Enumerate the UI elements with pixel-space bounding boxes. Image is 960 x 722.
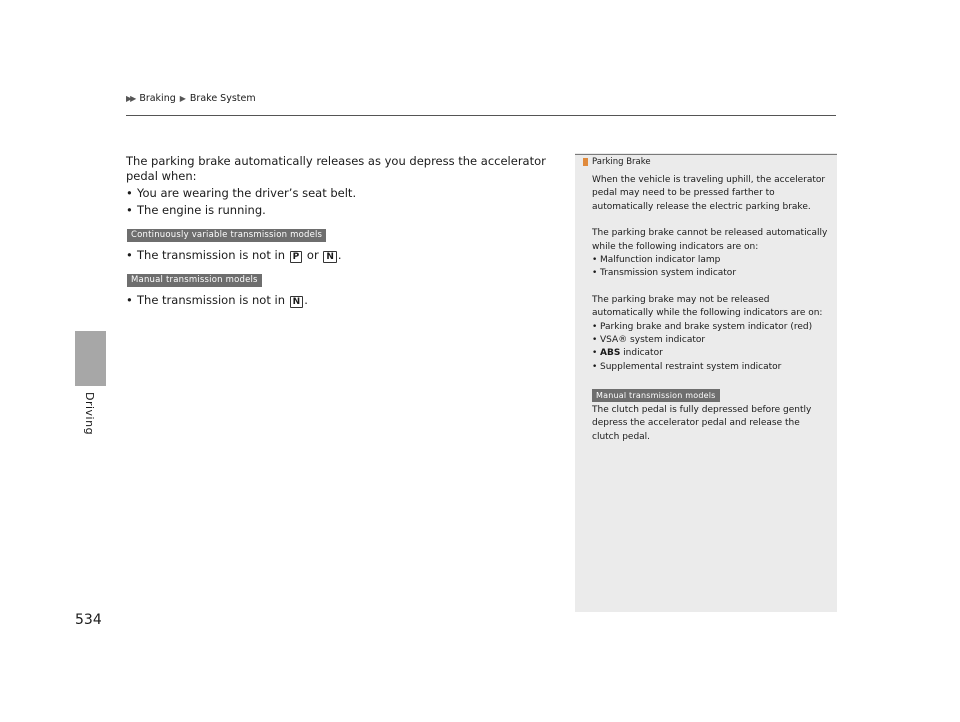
bullet-icon: • [592, 255, 598, 266]
sidebar-paragraph: When the vehicle is traveling uphill, the accelerator pedal may need to be pressed farther to automatically release the electric parking brake. [592, 175, 826, 212]
breadcrumb-arrows-icon: ▶▶ [126, 94, 135, 103]
section-label: Driving [83, 392, 96, 436]
list-item: • Malfunction indicator lamp [592, 254, 828, 267]
list-item [126, 293, 566, 308]
bullet-icon: • [126, 186, 133, 200]
list-item [126, 248, 566, 263]
breadcrumb [126, 93, 256, 104]
manual-models-tag: Manual transmission models [127, 274, 262, 287]
sidebar-note [575, 153, 837, 612]
gear-n-key: N [290, 296, 304, 308]
mt-condition-text: The transmission is not in N . [137, 293, 308, 307]
breadcrumb-separator-icon: ▶ [179, 94, 186, 103]
note-marker-icon [583, 158, 588, 166]
sidebar-paragraph: The clutch pedal is fully depressed before gently depress the accelerator pedal and release the clutch pedal. [592, 404, 812, 442]
bullet-icon: • [126, 293, 133, 307]
main-content [126, 154, 566, 310]
bullet-icon: • [126, 248, 133, 262]
list-item: • Supplemental restraint system indicator [592, 361, 828, 374]
cvt-models-tag: Continuously variable transmission models [127, 229, 326, 242]
bullet-icon: • [592, 335, 598, 346]
gear-n-key: N [323, 251, 337, 263]
page-number: 534 [75, 612, 102, 628]
sidebar-paragraph: The parking brake cannot be released automatically while the following indicators are on: [592, 228, 828, 252]
sidebar-paragraph: The parking brake may not be released automatically while the following indicators are on: [592, 294, 823, 319]
bullet-text: The engine is running. [137, 203, 266, 217]
bullet-icon: • [592, 268, 598, 279]
bullet-icon: • [592, 321, 598, 332]
list-item: • Transmission system indicator [592, 267, 828, 280]
list-item: • ABS indicator [592, 347, 828, 360]
list-item: • VSA® system indicator [592, 334, 828, 347]
section-tab [75, 331, 106, 386]
list-item: • Parking brake and brake system indicator (red) [592, 321, 828, 334]
intro-text: The parking brake automatically releases as you depress the accelerator pedal when: [126, 154, 546, 183]
gear-p-key: P [290, 251, 303, 263]
manual-models-tag: Manual transmission models [592, 389, 720, 402]
header-rule [126, 115, 836, 116]
breadcrumb-braking[interactable]: Braking [139, 93, 176, 104]
sidebar-rule [575, 154, 837, 155]
bullet-icon: • [592, 361, 598, 372]
list-item [126, 203, 566, 218]
bullet-icon: • [126, 203, 133, 217]
bullet-text: You are wearing the driver’s seat belt. [137, 186, 357, 200]
sidebar-title: Parking Brake [583, 157, 651, 167]
breadcrumb-brake-system[interactable]: Brake System [189, 93, 256, 104]
cvt-condition-text: The transmission is not in P or N . [137, 248, 342, 262]
bullet-icon: • [592, 348, 598, 359]
sidebar-body [592, 174, 828, 444]
list-item [126, 186, 566, 201]
